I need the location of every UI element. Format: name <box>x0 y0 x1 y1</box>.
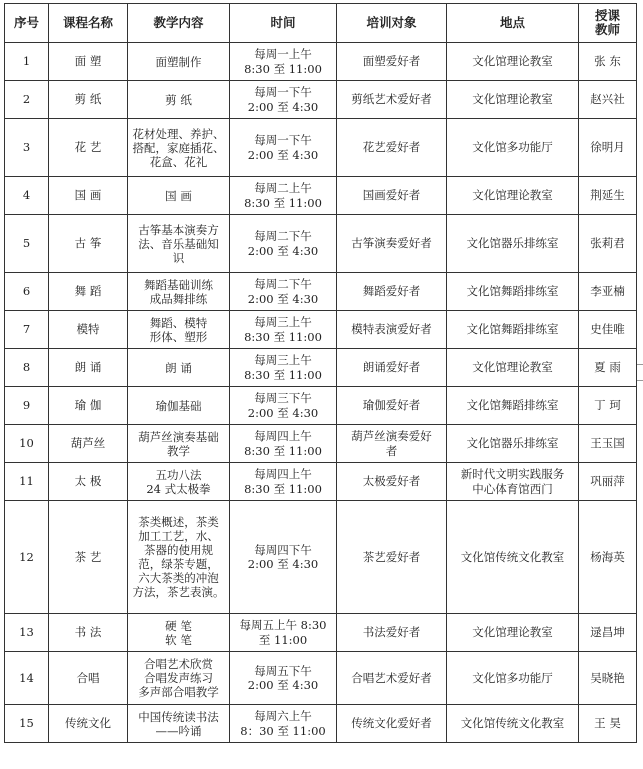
table-row <box>5 311 637 349</box>
cell-time: 每周三上午 8:30 至 11:00 <box>230 311 337 349</box>
cell-time: 每周二下午 2:00 至 4:30 <box>230 215 337 273</box>
cell-location: 文化馆多功能厅 <box>447 119 579 177</box>
cell-time: 每周二上午 8:30 至 11:00 <box>230 177 337 215</box>
cell-audience: 古筝演奏爱好者 <box>337 215 447 273</box>
cell-audience: 朗诵爱好者 <box>337 349 447 387</box>
table-row <box>5 81 637 119</box>
cell-index: 3 <box>5 119 49 177</box>
cell-course: 书 法 <box>49 614 128 652</box>
cell-audience: 舞蹈爱好者 <box>337 273 447 311</box>
table-row <box>5 119 637 177</box>
header-content: 教学内容 <box>128 4 230 43</box>
cell-teacher: 杨海英 <box>579 501 637 614</box>
header-course: 课程名称 <box>49 4 128 43</box>
cell-time: 每周五上午 8:30 至 11:00 <box>230 614 337 652</box>
cell-audience: 瑜伽爱好者 <box>337 387 447 425</box>
cell-teacher: 徐明月 <box>579 119 637 177</box>
cell-location: 文化馆理论教室 <box>447 43 579 81</box>
cell-course: 舞 蹈 <box>49 273 128 311</box>
cell-teacher: 吴晓艳 <box>579 652 637 705</box>
cell-location: 文化馆传统文化教室 <box>447 501 579 614</box>
cell-time: 每周四上午 8:30 至 11:00 <box>230 425 337 463</box>
cell-time: 每周二下午 2:00 至 4:30 <box>230 273 337 311</box>
cell-content: 朗 诵 <box>128 349 230 387</box>
cell-index: 1 <box>5 43 49 81</box>
cell-time: 每周三下午 2:00 至 4:30 <box>230 387 337 425</box>
cell-location: 文化馆传统文化教室 <box>447 705 579 743</box>
table-row <box>5 215 637 273</box>
cell-time: 每周五下午 2:00 至 4:30 <box>230 652 337 705</box>
cell-index: 8 <box>5 349 49 387</box>
cell-location: 文化馆理论教室 <box>447 81 579 119</box>
cell-course: 传统文化 <box>49 705 128 743</box>
cell-location: 文化馆理论教室 <box>447 614 579 652</box>
cell-index: 13 <box>5 614 49 652</box>
cell-content: 面塑制作 <box>128 43 230 81</box>
cell-content: 合唱艺术欣赏 合唱发声练习 多声部合唱教学 <box>128 652 230 705</box>
cell-course: 模特 <box>49 311 128 349</box>
cell-teacher: 赵兴社 <box>579 81 637 119</box>
cell-location: 文化馆理论教室 <box>447 349 579 387</box>
cell-content: 花材处理、养护、 搭配，家庭插花、 花盒、花礼 <box>128 119 230 177</box>
cell-teacher: 张 东 <box>579 43 637 81</box>
cell-audience: 茶艺爱好者 <box>337 501 447 614</box>
cell-teacher: 丁 珂 <box>579 387 637 425</box>
cell-teacher: 李亚楠 <box>579 273 637 311</box>
table-row <box>5 349 637 387</box>
cell-location: 文化馆舞蹈排练室 <box>447 311 579 349</box>
cell-audience: 传统文化爱好者 <box>337 705 447 743</box>
cell-content: 中国传统读书法 ——吟诵 <box>128 705 230 743</box>
cell-location: 文化馆理论教室 <box>447 177 579 215</box>
cell-teacher: 史佳唯 <box>579 311 637 349</box>
header-location: 地点 <box>447 4 579 43</box>
cell-index: 2 <box>5 81 49 119</box>
cell-teacher: 王玉国 <box>579 425 637 463</box>
cell-location: 新时代文明实践服务 中心体育馆西门 <box>447 463 579 501</box>
cell-course: 国 画 <box>49 177 128 215</box>
cell-course: 古 筝 <box>49 215 128 273</box>
cell-teacher: 逯昌坤 <box>579 614 637 652</box>
cell-audience: 太极爱好者 <box>337 463 447 501</box>
course-schedule-table <box>4 3 637 743</box>
cell-index: 9 <box>5 387 49 425</box>
table-row <box>5 387 637 425</box>
cell-course: 花 艺 <box>49 119 128 177</box>
cell-content: 古筝基本演奏方 法、音乐基础知 识 <box>128 215 230 273</box>
cell-course: 葫芦丝 <box>49 425 128 463</box>
cell-time: 每周一下午 2:00 至 4:30 <box>230 81 337 119</box>
cell-location: 文化馆器乐排练室 <box>447 215 579 273</box>
table-row <box>5 463 637 501</box>
table-row <box>5 614 637 652</box>
cell-content: 茶类概述，茶类 加工工艺，水、 茶器的使用规 范，绿茶专题， 六大茶类的冲泡 方法，茶艺表演。 <box>128 501 230 614</box>
cell-content: 五功八法 24 式太极拳 <box>128 463 230 501</box>
cell-course: 面 塑 <box>49 43 128 81</box>
cell-audience: 书法爱好者 <box>337 614 447 652</box>
cell-audience: 花艺爱好者 <box>337 119 447 177</box>
table-row <box>5 652 637 705</box>
cell-content: 硬 笔 软 笔 <box>128 614 230 652</box>
cell-teacher: 巩丽萍 <box>579 463 637 501</box>
cell-time: 每周一下午 2:00 至 4:30 <box>230 119 337 177</box>
cell-time: 每周一上午 8:30 至 11:00 <box>230 43 337 81</box>
header-time: 时间 <box>230 4 337 43</box>
cell-index: 10 <box>5 425 49 463</box>
header-teacher: 授课 教师 <box>579 4 637 43</box>
cell-index: 4 <box>5 177 49 215</box>
table-row <box>5 273 637 311</box>
cell-content: 葫芦丝演奏基础 教学 <box>128 425 230 463</box>
margin-mark <box>637 380 643 381</box>
margin-mark <box>637 364 643 365</box>
cell-course: 茶 艺 <box>49 501 128 614</box>
cell-content: 国 画 <box>128 177 230 215</box>
cell-content: 瑜伽基础 <box>128 387 230 425</box>
cell-course: 剪 纸 <box>49 81 128 119</box>
cell-audience: 国画爱好者 <box>337 177 447 215</box>
cell-time: 每周四下午 2:00 至 4:30 <box>230 501 337 614</box>
cell-index: 11 <box>5 463 49 501</box>
cell-location: 文化馆多功能厅 <box>447 652 579 705</box>
cell-location: 文化馆舞蹈排练室 <box>447 273 579 311</box>
table-row <box>5 425 637 463</box>
cell-index: 6 <box>5 273 49 311</box>
cell-course: 朗 诵 <box>49 349 128 387</box>
cell-teacher: 王 昊 <box>579 705 637 743</box>
cell-audience: 模特表演爱好者 <box>337 311 447 349</box>
table-row <box>5 705 637 743</box>
cell-audience: 合唱艺术爱好者 <box>337 652 447 705</box>
cell-content: 舞蹈、模特 形体、塑形 <box>128 311 230 349</box>
table-row <box>5 43 637 81</box>
cell-audience: 葫芦丝演奏爱好 者 <box>337 425 447 463</box>
cell-location: 文化馆舞蹈排练室 <box>447 387 579 425</box>
header-row <box>5 4 637 43</box>
cell-time: 每周六上午 8：30 至 11:00 <box>230 705 337 743</box>
cell-content: 舞蹈基础训练 成品舞排练 <box>128 273 230 311</box>
cell-course: 太 极 <box>49 463 128 501</box>
table-row <box>5 177 637 215</box>
cell-audience: 剪纸艺术爱好者 <box>337 81 447 119</box>
header-index: 序号 <box>5 4 49 43</box>
header-audience: 培训对象 <box>337 4 447 43</box>
cell-time: 每周三上午 8:30 至 11:00 <box>230 349 337 387</box>
cell-location: 文化馆器乐排练室 <box>447 425 579 463</box>
cell-index: 7 <box>5 311 49 349</box>
cell-index: 14 <box>5 652 49 705</box>
cell-time: 每周四上午 8:30 至 11:00 <box>230 463 337 501</box>
cell-index: 15 <box>5 705 49 743</box>
cell-course: 合唱 <box>49 652 128 705</box>
cell-course: 瑜 伽 <box>49 387 128 425</box>
cell-teacher: 夏 雨 <box>579 349 637 387</box>
cell-content: 剪 纸 <box>128 81 230 119</box>
table-row <box>5 501 637 614</box>
cell-teacher: 荆延生 <box>579 177 637 215</box>
cell-teacher: 张莉君 <box>579 215 637 273</box>
cell-index: 12 <box>5 501 49 614</box>
cell-index: 5 <box>5 215 49 273</box>
cell-audience: 面塑爱好者 <box>337 43 447 81</box>
